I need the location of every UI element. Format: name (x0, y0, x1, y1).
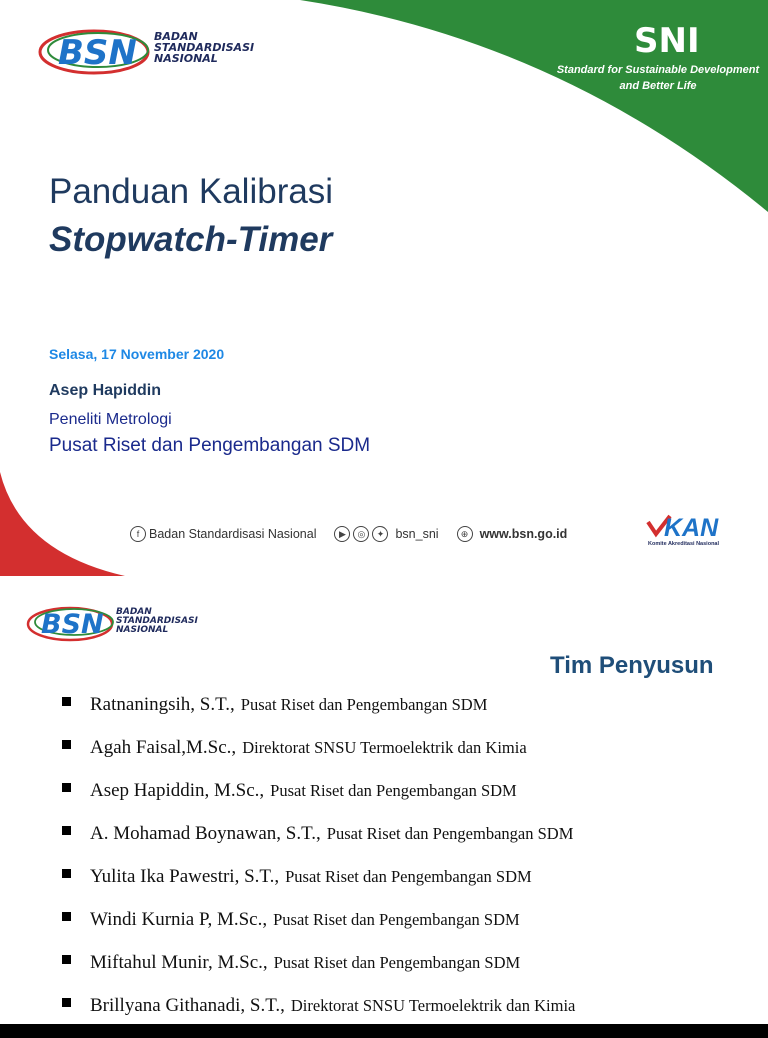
bullet-icon (62, 869, 71, 878)
bullet-icon (62, 998, 71, 1007)
logo-line-3: NASIONAL (154, 52, 218, 65)
bullet-icon (62, 955, 71, 964)
bsn-logo (38, 24, 268, 80)
list-item: Asep Hapiddin, M.Sc., Pusat Riset dan Pengembangan SDM (62, 780, 575, 823)
logo-line-2: STANDARDISASI (154, 41, 255, 54)
list-item: Agah Faisal,M.Sc., Direktorat SNSU Termoelektrik dan Kimia (62, 737, 575, 780)
bsn-logo-mark-icon (26, 602, 118, 646)
svg-text:SNI: SNI (634, 21, 700, 61)
globe-icon: ⊕ (457, 526, 473, 542)
footer-social-handle: bsn_sni (395, 527, 439, 541)
red-swoosh (0, 472, 125, 576)
bsn-logo-mark-icon (38, 24, 154, 80)
presentation-date: Selasa, 17 November 2020 (49, 346, 225, 362)
logo-line-1: BADAN (116, 607, 152, 617)
bullet-icon (62, 697, 71, 706)
team-slide (0, 576, 768, 1024)
bsn-logo (26, 602, 216, 646)
logo-line-2: STANDARDISASI (116, 616, 198, 626)
list-item: A. Mohamad Boynawan, S.T., Pusat Riset dan Pengembangan SDM (62, 823, 575, 866)
team-member-list (62, 694, 575, 1038)
logo-line-3: NASIONAL (116, 625, 169, 635)
bullet-icon (62, 783, 71, 792)
logo-line-1: BADAN (154, 30, 198, 43)
list-item: Brillyana Githanadi, S.T., Direktorat SNSU Termoelektrik dan Kimia (62, 995, 575, 1038)
footer-contact (130, 526, 567, 542)
list-item: Yulita Ika Pawestri, S.T., Pusat Riset dan Pengembangan SDM (62, 866, 575, 909)
list-item: Miftahul Munir, M.Sc., Pusat Riset dan Pengembangan SDM (62, 952, 575, 995)
bullet-icon (62, 912, 71, 921)
list-item: Ratnaningsih, S.T., Pusat Riset dan Pengembangan SDM (62, 694, 575, 737)
instagram-icon: ◎ (353, 526, 369, 542)
svg-text:BSN: BSN (41, 609, 104, 640)
svg-text:BSN: BSN (58, 33, 137, 73)
sni-tagline: Standard for Sustainable Development and Better Life (556, 64, 760, 92)
team-title: Tim Penyusun (550, 652, 714, 679)
youtube-icon: ▶ (334, 526, 350, 542)
author-role: Peneliti Metrologi (49, 411, 172, 428)
kan-mark: KAN (664, 514, 719, 542)
kan-logo (646, 512, 746, 552)
page-title-line-1: Panduan Kalibrasi (49, 172, 334, 211)
bullet-icon (62, 740, 71, 749)
facebook-icon: f (130, 526, 146, 542)
author-unit: Pusat Riset dan Pengembangan SDM (49, 435, 371, 456)
list-item: Windi Kurnia P, M.Sc., Pusat Riset dan Pengembangan SDM (62, 909, 575, 952)
page-title-line-2: Stopwatch-Timer (49, 220, 333, 259)
bullet-icon (62, 826, 71, 835)
footer-facebook: Badan Standardisasi Nasional (149, 527, 317, 541)
twitter-icon: ✦ (372, 526, 388, 542)
footer-website: www.bsn.go.id (479, 527, 568, 541)
kan-subtitle: Komite Akreditasi Nasional (648, 541, 720, 547)
sni-logo-icon (634, 12, 700, 62)
author-name: Asep Hapiddin (49, 382, 162, 399)
